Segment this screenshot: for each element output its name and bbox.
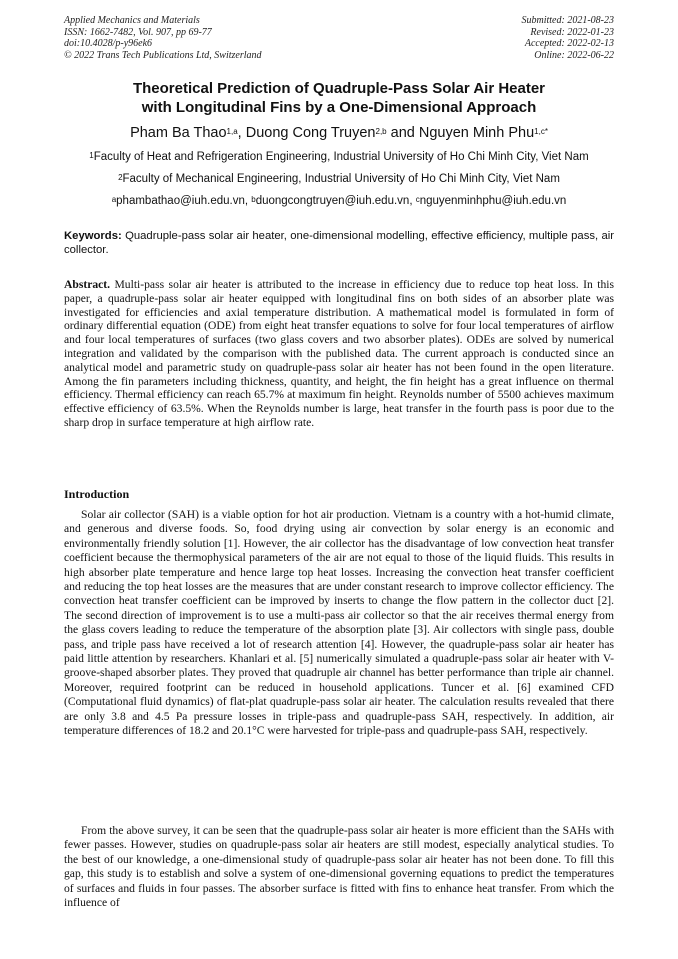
affiliation-text: Faculty of Mechanical Engineering, Industrial University of Ho Chi Minh City, Viet Nam	[122, 173, 560, 185]
author-name: Pham Ba Thao	[130, 125, 227, 141]
keywords-text: Quadruple-pass solar air heater, one-dimensional modelling, effective efficiency, multiple pass, air collector.	[64, 230, 614, 256]
dates-header	[522, 15, 615, 61]
author-affiliation-mark: 1,c*	[534, 127, 548, 136]
title-line-2: with Longitudinal Fins by a One-Dimensional Approach	[141, 98, 537, 116]
email-separator: ,	[244, 195, 252, 207]
section-heading-introduction: Introduction	[64, 487, 130, 501]
paragraph-text: Solar air collector (SAH) is a viable option for hot air production. Vietnam is a country with a hot-humid climate, and generous and diverse foods. So, food drying using air convection by solar energy is an economic and environmentally friendly solution [1]. However, the air collector has the disadvantage of low convection heat transfer coefficient because the thermophysical parameters of the air are not equal to those of the liquid fluids. This results in high absorber plate temperature and hence large top heat losses. Increasing the convection heat transfer coefficient and reducing the top heat losses are the measures that are under constant research to improve collector efficiency. The convection heat transfer coefficient can be improved by inserts to change the flow pattern in the collector duct [2]. The second direction of improvement is to use a multi-pass air collector so that the air receives thermal energy from the glass covers leading to reduce the temperature of the absorption plate [3]. Air collectors with single pass, double pass, and triple pass have received a lot of research attention [4]. However, the quadruple-pass solar air heater has paid little attention by researchers. Khanlari et al. [5] numerically simulated a quadruple-pass solar air heater with V-groove-shaped absorber plates. They proved that quadruple air channel has better performance than triple air channel. Moreover, required footprint can be reduced in household applications. Tuncer et al. [6] examined CFD (Computational fluid dynamics) of flat-plat quadruple-pass solar air heater. The calculation results revealed that there are only 3.8 and 4.5 Pa pressure losses in triple-pass and quadruple-pass SAH, respectively. In addition, air temperature differences of 18.2 and 20.1°C were harvested for triple-pass and quadruple-pass SAH, respectively.	[64, 508, 614, 738]
email-link[interactable]: duongcongtruyen@iuh.edu.vn	[255, 195, 410, 207]
keywords	[64, 229, 614, 257]
author-name: Nguyen Minh Phu	[418, 125, 535, 141]
email-mark: b	[251, 195, 256, 204]
date-revised: Revised: 2022-01-23	[530, 26, 614, 38]
email-link[interactable]: phambathao@iuh.edu.vn	[116, 195, 245, 207]
date-submitted: Submitted: 2021-08-23	[521, 15, 614, 26]
journal-issn: ISSN: 1662-7482, Vol. 907, pp 69-77	[64, 26, 212, 38]
journal-doi[interactable]: doi:10.4028/p-y96ek6	[64, 38, 153, 50]
affiliation-mark: 2	[118, 173, 123, 182]
affiliation-2	[30, 172, 648, 186]
email-mark: a	[111, 195, 117, 204]
author-name: Duong Cong Truyen	[245, 125, 376, 141]
author-affiliation-mark: 2,b	[375, 127, 387, 136]
author-affiliation-mark: 1,a	[226, 127, 238, 136]
affiliation-1	[30, 150, 648, 164]
author-list	[40, 124, 638, 142]
journal-name: Applied Mechanics and Materials	[64, 15, 200, 26]
paragraph-text: From the above survey, it can be seen that the quadruple-pass solar air heater is more efficient than the SAHs with fewer passes. However, studies on quadruple-pass solar air heaters are still modest, especially analytical studies. To the best of our knowledge, a one-dimensional study of quadruple-pass solar air heater has not been done. To fill this gap, this study is to establish and solve a system of one-dimensional governing equations to predict the temperatures of surfaces and fluids in four passes. The absorber surface is fitted with fins to enhance heat transfer. From which the influence of	[64, 824, 614, 910]
intro-paragraph-1	[64, 508, 614, 739]
abstract	[64, 278, 614, 430]
date-online: Online: 2022-06-22	[534, 49, 614, 61]
date-accepted: Accepted: 2022-02-13	[524, 38, 614, 50]
email-link[interactable]: nguyenminhphu@iuh.edu.vn	[419, 195, 567, 207]
abstract-label: Abstract.	[64, 278, 111, 291]
author-emails	[30, 194, 648, 208]
author-separator: ,	[237, 125, 246, 141]
email-separator: ,	[409, 195, 416, 207]
intro-paragraph-2	[64, 824, 614, 910]
journal-header	[64, 15, 262, 61]
affiliation-mark: 1	[89, 151, 94, 160]
keywords-label: Keywords:	[64, 230, 122, 242]
email-mark: c	[415, 195, 420, 204]
author-and: and	[386, 125, 419, 141]
title-line-1: Theoretical Prediction of Quadruple-Pass Solar Air Heater	[132, 80, 546, 97]
journal-copyright: © 2022 Trans Tech Publications Ltd, Switzerland	[64, 49, 262, 61]
paper-title	[40, 80, 638, 117]
abstract-text: Multi-pass solar air heater is attributed to the increase in efficiency due to reduce top heat loss. In this paper, a quadruple-pass solar air heater equipped with longitudinal fins on both sides of an absorber plate was investigated for efficiencies and axial temperature distribution. A mathematical model is formulated in form of ordinary differential equation (ODE) from eight heat transfer equations to solve for four local temperatures of airflow and four local temperatures of surfaces (two glass covers and two absorber plates). ODEs are solved by numerical integration and validated by the comparison with the published data. The current approach is conducted since an analytical model and parametric study on quadruple-pass solar air heater has not been found in the open literature. Among the fin parameters including thickness, quantity, and height, the fin height has a great influence on thermal efficiency. Thermal efficiency can reach 65.7% at maximum fin height. Reynolds number of 5500 achieves maximum effective efficiency of 63.5%. When the Reynolds number is large, heat transfer in the fourth pass is poor due to the sharp drop in surface temperature at high airflow rate.	[64, 278, 614, 429]
affiliation-text: Faculty of Heat and Refrigeration Engineering, Industrial University of Ho Chi Minh City, Viet Nam	[93, 151, 589, 163]
